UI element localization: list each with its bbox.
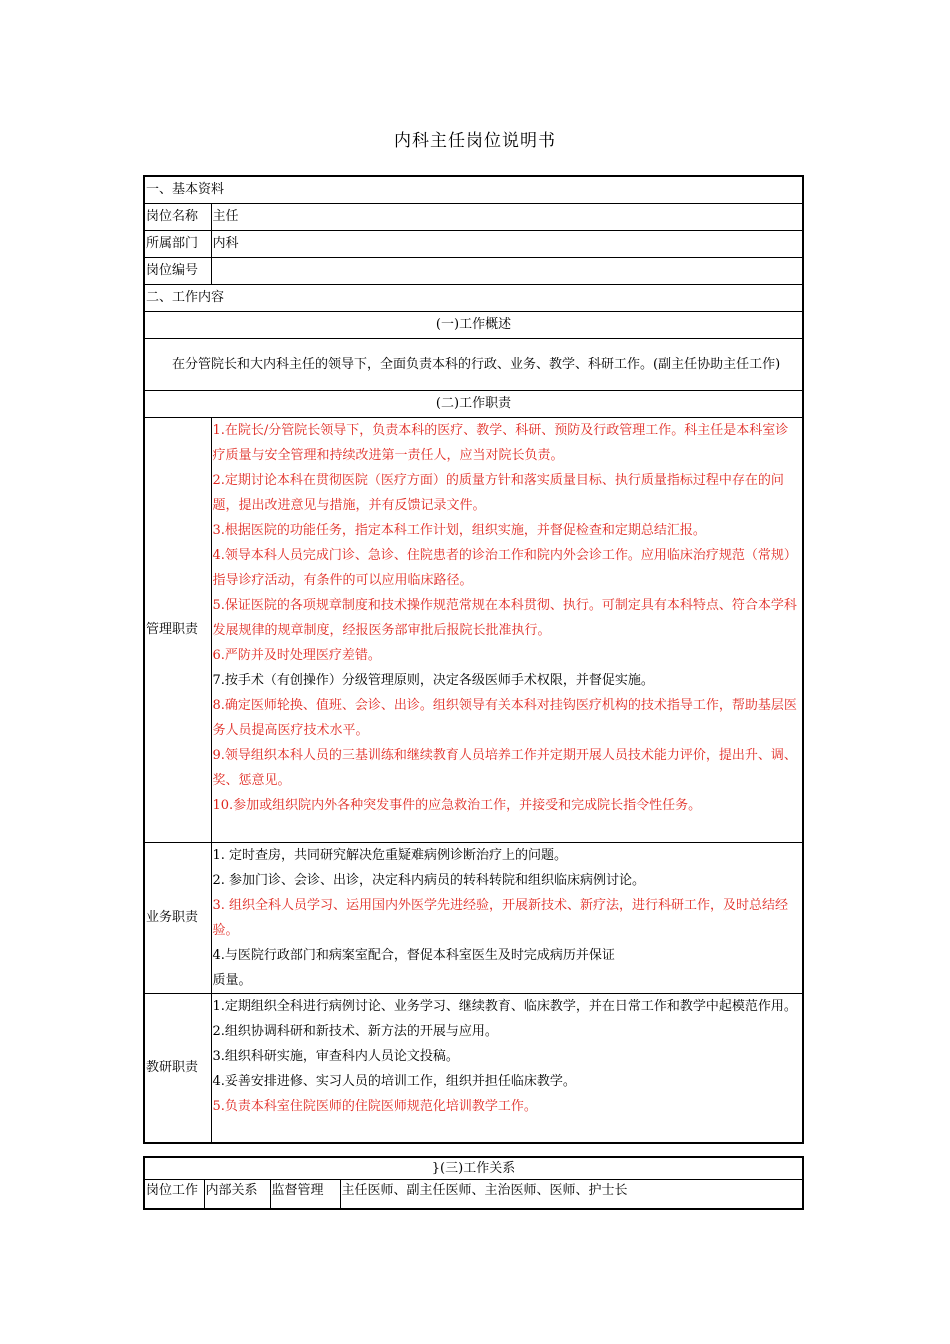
label-department: 所属部门 [144, 230, 211, 257]
label-job-name: 岗位名称 [144, 203, 211, 230]
business-duty-item: 质量。 [212, 972, 252, 988]
overview-title: (一)工作概述 [144, 311, 803, 338]
relations-cell-staff: 主任医师、副主任医师、主治医师、医师、护士长 [340, 1180, 803, 1210]
management-duty-item: 2.定期讨论本科在贯彻医院（医疗方面）的质量方针和落实质量目标、执行质量指标过程中存在的问题，提出改进意见与措施，并有反馈记录文件。 [212, 472, 784, 513]
teaching-duties-list [211, 993, 803, 1143]
management-duty-item: 3.根据医院的功能任务，指定本科工作计划，组织实施，并督促检查和定期总结汇报。 [212, 522, 706, 538]
value-job-number [211, 257, 803, 284]
relations-cell-supervision: 监督管理 [270, 1180, 340, 1210]
teaching-duty-item: 4.妥善安排进修、实习人员的培训工作，组织并担任临床教学。 [212, 1073, 576, 1089]
management-duty-item: 8.确定医师轮换、值班、会诊、出诊。组织领导有关本科对挂钩医疗机构的技术指导工作，帮助基层医务人员提高医疗技术水平。 [212, 697, 797, 738]
job-description-table [143, 175, 804, 1144]
section-work-content: 二、工作内容 [144, 284, 803, 311]
teaching-duty-item: 1.定期组织全科进行病例讨论、业务学习、继续教育、临床教学，并在日常工作和教学中起模范作用。 [212, 998, 797, 1014]
management-duty-item: 10.参加或组织院内外各种突发事件的应急救治工作，并接受和完成院长指令性任务。 [212, 797, 702, 813]
duties-title: (二)工作职责 [144, 390, 803, 417]
teaching-duty-item: 2.组织协调科研和新技术、新方法的开展与应用。 [212, 1023, 498, 1039]
business-duty-item: 2. 参加门诊、会诊、出诊，决定科内病员的转科转院和组织临床病例讨论。 [212, 872, 646, 888]
management-duty-item: 1.在院长/分管院长领导下，负责本科的医疗、教学、科研、预防及行政管理工作。科主任是本科室诊疗质量与安全管理和持续改进第一责任人，应当对院长负责。 [212, 422, 789, 463]
section-basic-info: 一、基本资料 [144, 176, 803, 203]
management-duty-item: 9.领导组织本科人员的三基训练和继续教育人员培养工作并定期开展人员技术能力评价，提出升、调、奖、惩意见。 [212, 747, 797, 788]
business-duty-item: 4.与医院行政部门和病案室配合，督促本科室医生及时完成病历并保证 [212, 947, 615, 963]
teaching-duty-item: 3.组织科研实施，审查科内人员论文投稿。 [212, 1048, 459, 1064]
management-duties-list [211, 417, 803, 842]
label-business-duties: 业务职责 [144, 842, 211, 993]
overview-text: 在分管院长和大内科主任的领导下，全面负责本科的行政、业务、教学、科研工作。(副主任协助主任工作) [144, 338, 803, 390]
value-department: 内科 [211, 230, 803, 257]
teaching-duty-item: 5.负责本科室住院医师的住院医师规范化培训教学工作。 [212, 1098, 537, 1114]
management-duty-item: 6.严防并及时处理医疗差错。 [212, 647, 381, 663]
value-job-name: 主任 [211, 203, 803, 230]
management-duty-item: 7.按手术（有创操作）分级管理原则，决定各级医师手术权限，并督促实施。 [212, 672, 654, 688]
label-job-number: 岗位编号 [144, 257, 211, 284]
management-duty-item: 5.保证医院的各项规章制度和技术操作规范常规在本科贯彻、执行。可制定具有本科特点、符合本学科发展规律的规章制度，经报医务部审批后报院长批准执行。 [212, 597, 797, 638]
work-relations-table [143, 1156, 804, 1210]
relations-title: }(三)工作关系 [144, 1157, 803, 1180]
business-duty-item: 1. 定时查房，共同研究解决危重疑难病例诊断治疗上的问题。 [212, 847, 568, 863]
management-duty-item: 4.领导本科人员完成门诊、急诊、住院患者的诊治工作和院内外会诊工作。应用临床治疗规范（常规）指导诊疗活动，有条件的可以应用临床路径。 [212, 547, 797, 588]
business-duty-item: 3. 组织全科人员学习、运用国内外医学先进经验，开展新技术、新疗法，进行科研工作，及时总结经验。 [212, 897, 789, 938]
relations-cell-internal: 内部关系 [204, 1180, 270, 1210]
label-management-duties: 管理职责 [144, 417, 211, 842]
relations-cell-job-work: 岗位工作 [144, 1180, 204, 1210]
business-duties-list [211, 842, 803, 993]
page-title: 内科主任岗位说明书 [394, 131, 556, 151]
label-teaching-duties: 教研职责 [144, 993, 211, 1143]
